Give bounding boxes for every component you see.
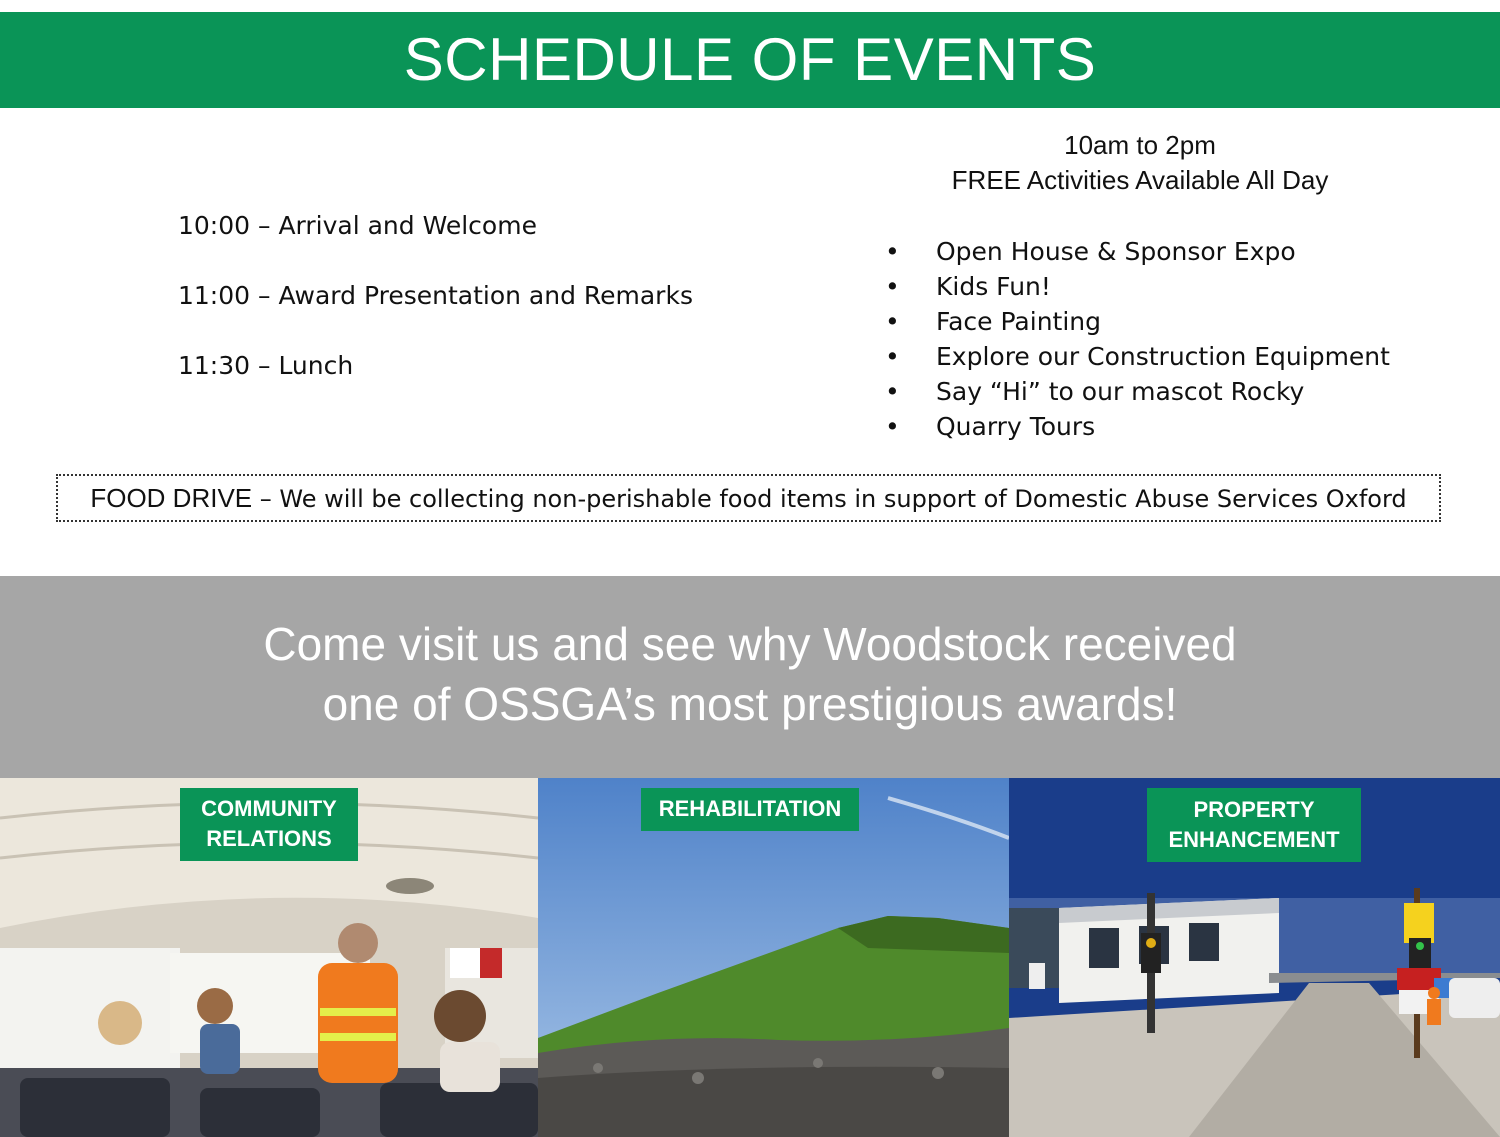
schedule-time: 11:30 [178, 351, 251, 380]
activities-header [880, 128, 1400, 198]
rehabilitation-label [641, 788, 859, 831]
schedule-description: – Arrival and Welcome [250, 211, 537, 240]
rehabilitation-photo [538, 778, 1009, 1137]
schedule-description: – Lunch [250, 351, 354, 380]
label-line: COMMUNITY [201, 796, 337, 821]
bullet-icon: • [885, 237, 900, 266]
page-title: SCHEDULE OF EVENTS [0, 12, 1500, 108]
community-relations-photo [0, 778, 538, 1137]
bullet-icon: • [885, 342, 900, 371]
bullet-icon: • [885, 307, 900, 336]
schedule-time: 11:00 [178, 281, 251, 310]
bullet-icon: • [885, 377, 900, 406]
label-line: PROPERTY [1193, 797, 1315, 822]
list-item [885, 269, 1390, 304]
list-item [885, 339, 1390, 374]
activity-label: Explore our Construction Equipment [936, 342, 1390, 371]
activity-label: Kids Fun! [936, 272, 1051, 301]
schedule-item [178, 278, 693, 348]
schedule-description: – Award Presentation and Remarks [250, 281, 693, 310]
cta-line-1: Come visit us and see why Woodstock received [263, 618, 1237, 670]
property-enhancement-photo [1009, 778, 1500, 1137]
community-relations-label [180, 788, 358, 861]
schedule-item [178, 208, 693, 278]
schedule-time: 10:00 [178, 211, 251, 240]
food-drive-label: FOOD DRIVE [90, 483, 253, 513]
label-line: ENHANCEMENT [1168, 827, 1340, 852]
list-item [885, 234, 1390, 269]
activities-list [885, 234, 1390, 444]
list-item [885, 304, 1390, 339]
food-drive-text: – We will be collecting non-perishable food items in support of Domestic Abuse Services Oxford [252, 485, 1407, 513]
activity-label: Quarry Tours [936, 412, 1096, 441]
bullet-icon: • [885, 412, 900, 441]
call-to-action [0, 614, 1500, 734]
bullet-icon: • [885, 272, 900, 301]
list-item [885, 409, 1390, 444]
cta-line-2: one of OSSGA’s most prestigious awards! [322, 678, 1178, 730]
activity-label: Open House & Sponsor Expo [936, 237, 1296, 266]
label-line: RELATIONS [206, 826, 332, 851]
activities-subtitle: FREE Activities Available All Day [951, 165, 1329, 195]
label-line: REHABILITATION [658, 796, 842, 821]
activity-label: Say “Hi” to our mascot Rocky [936, 377, 1305, 406]
schedule-item [178, 348, 693, 418]
activity-label: Face Painting [936, 307, 1102, 336]
schedule-list [178, 208, 693, 418]
property-enhancement-label [1147, 788, 1361, 862]
food-drive-notice [56, 474, 1441, 522]
list-item [885, 374, 1390, 409]
event-hours: 10am to 2pm [1064, 130, 1216, 160]
